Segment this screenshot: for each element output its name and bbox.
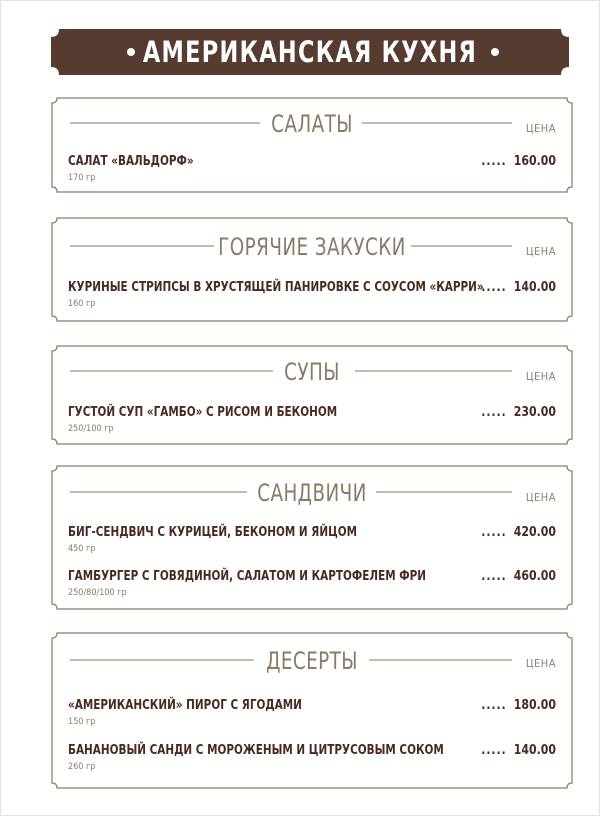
- item-price: [481, 524, 556, 540]
- item-price: [481, 568, 556, 584]
- price-value: 230.00: [513, 404, 556, 420]
- price-value: 140.00: [513, 279, 556, 295]
- leader-dots: .....: [481, 568, 507, 584]
- section-title: САЛАТЫ: [271, 110, 353, 138]
- leader-dots: .....: [481, 524, 507, 540]
- item-name: КУРИНЫЕ СТРИПСЫ В ХРУСТЯЩЕЙ ПАНИРОВКЕ С СОУСОМ «КАРРИ»: [68, 279, 484, 295]
- item-name: «АМЕРИКАНСКИЙ» ПИРОГ С ЯГОДАМИ: [68, 697, 302, 713]
- item-weight: 170 гр: [68, 173, 96, 183]
- leader-dots: .....: [481, 279, 507, 295]
- item-name: САЛАТ «ВАЛЬДОРФ»: [68, 153, 194, 169]
- section-title: САНДВИЧИ: [257, 479, 367, 507]
- section-hot-snacks: [51, 217, 573, 322]
- price-value: 460.00: [513, 568, 556, 584]
- item-price: [481, 153, 556, 169]
- item-weight: 150 гр: [68, 717, 96, 727]
- item-weight: 260 гр: [68, 762, 96, 772]
- menu-title: АМЕРИКАНСКАЯ КУХНЯ: [142, 35, 478, 69]
- header-banner: [51, 29, 569, 75]
- section-title: ДЕСЕРТЫ: [266, 647, 358, 675]
- section-soups: [51, 345, 573, 445]
- section-sandwiches: [51, 465, 573, 610]
- item-price: [481, 742, 556, 758]
- item-price: [481, 404, 556, 420]
- item-weight: 450 гр: [68, 544, 96, 554]
- section-title: СУПЫ: [284, 358, 340, 386]
- item-name: БИГ-СЕНДВИЧ С КУРИЦЕЙ, БЕКОНОМ И ЯЙЦОМ: [68, 524, 358, 540]
- item-name: БАНАНОВЫЙ САНДИ С МОРОЖЕНЫМ И ЦИТРУСОВЫМ СОКОМ: [68, 742, 444, 758]
- price-value: 160.00: [513, 153, 556, 169]
- price-column-label: ЦЕНА: [525, 122, 556, 135]
- price-column-label: ЦЕНА: [525, 657, 556, 670]
- price-value: 420.00: [513, 524, 556, 540]
- price-column-label: ЦЕНА: [525, 370, 556, 383]
- item-price: [481, 279, 556, 295]
- price-value: 140.00: [513, 742, 556, 758]
- leader-dots: .....: [481, 697, 507, 713]
- section-title: ГОРЯЧИЕ ЗАКУСКИ: [218, 233, 406, 261]
- leader-dots: .....: [481, 404, 507, 420]
- section-desserts: [51, 632, 573, 789]
- item-name: ГУСТОЙ СУП «ГАМБО» С РИСОМ И БЕКОНОМ: [68, 404, 338, 420]
- leader-dots: .....: [481, 742, 507, 758]
- item-weight: 160 гр: [68, 299, 96, 309]
- price-column-label: ЦЕНА: [525, 491, 556, 504]
- price-column-label: ЦЕНА: [525, 245, 556, 258]
- price-value: 180.00: [513, 697, 556, 713]
- item-price: [481, 697, 556, 713]
- item-name: ГАМБУРГЕР С ГОВЯДИНОЙ, САЛАТОМ И КАРТОФЕЛЕМ ФРИ: [68, 568, 427, 584]
- section-salads: [51, 97, 573, 193]
- item-weight: 250/100 гр: [68, 424, 114, 434]
- leader-dots: .....: [481, 153, 507, 169]
- item-weight: 250/80/100 гр: [68, 588, 127, 598]
